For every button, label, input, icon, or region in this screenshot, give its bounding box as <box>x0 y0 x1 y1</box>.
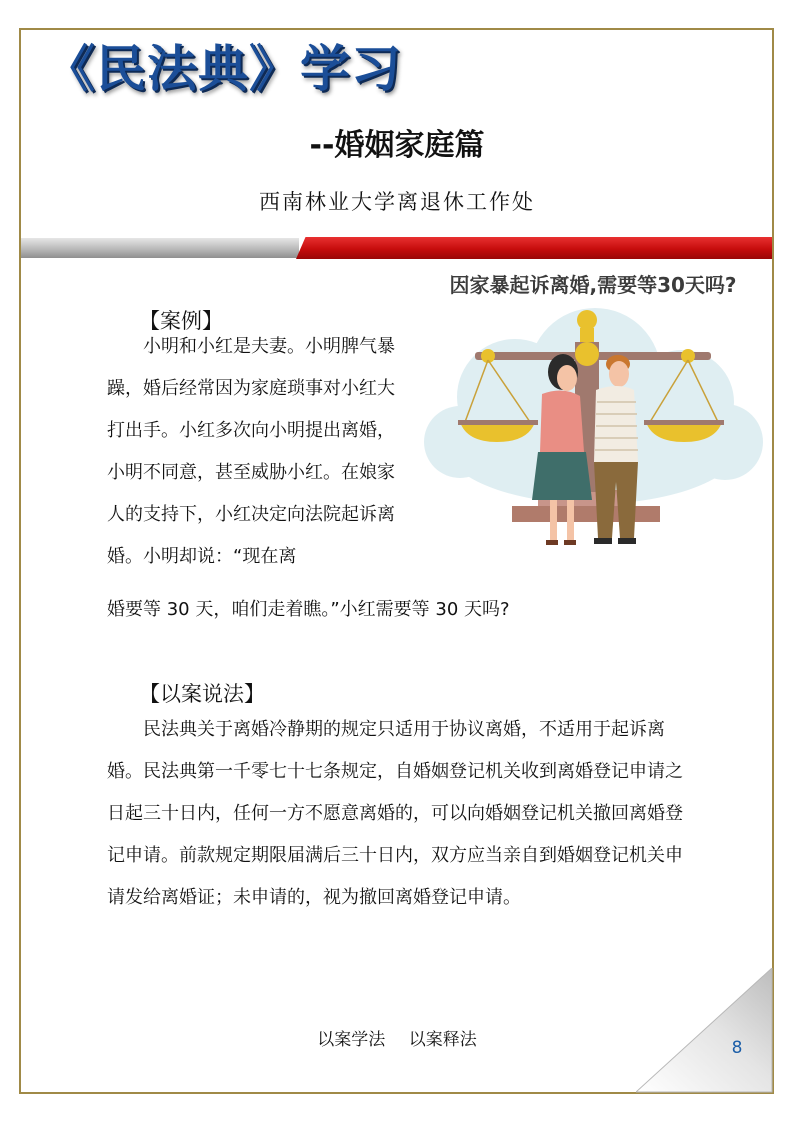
divider-red-segment <box>296 237 772 259</box>
case-paragraph: 小明和小红是夫妻。小明脾气暴躁，婚后经常因为家庭琐事对小红大打出手。小红多次向小明提出离婚，小明不同意，甚至威胁小红。在娘家人的支持下，小红决定向法院起诉离婚。小明却说：“现在离 <box>107 336 395 567</box>
page-number: 8 <box>731 1038 743 1058</box>
footer-motto: 以案学法 以案释法 <box>317 1030 477 1050</box>
organization-name: 西南林业大学离退休工作处 <box>259 190 535 214</box>
analysis-heading: 【以案说法】 <box>139 682 265 706</box>
page-subtitle: --婚姻家庭篇 <box>309 128 485 163</box>
justice-scale-couple-image <box>420 302 766 558</box>
case-heading: 【案例】 <box>139 309 223 333</box>
illustration-title: 因家暴起诉离婚,需要等30天吗? <box>449 273 737 297</box>
case-illustration <box>420 268 766 558</box>
case-paragraph-end: 婚要等 30 天，咱们走着瞧。”小红需要等 30 天吗? <box>107 599 510 620</box>
page-title: 《民法典》学习 <box>45 39 402 98</box>
analysis-paragraph: 民法典关于离婚冷静期的规定只适用于协议离婚，不适用于起诉离婚。民法典第一千零七十七条规定，自婚姻登记机关收到离婚登记申请之日起三十日内，任何一方不愿意离婚的，可以向婚姻登记机关撤回离婚登记申请。前款规定期限届满后三十日内，双方应当亲自到婚姻登记机关申请发给离婚证；未申请的，视为撤回离婚登记申请。 <box>107 719 683 908</box>
page-curl-corner <box>636 968 774 1096</box>
divider-gray-segment <box>21 238 299 258</box>
header-divider-band <box>21 237 772 259</box>
